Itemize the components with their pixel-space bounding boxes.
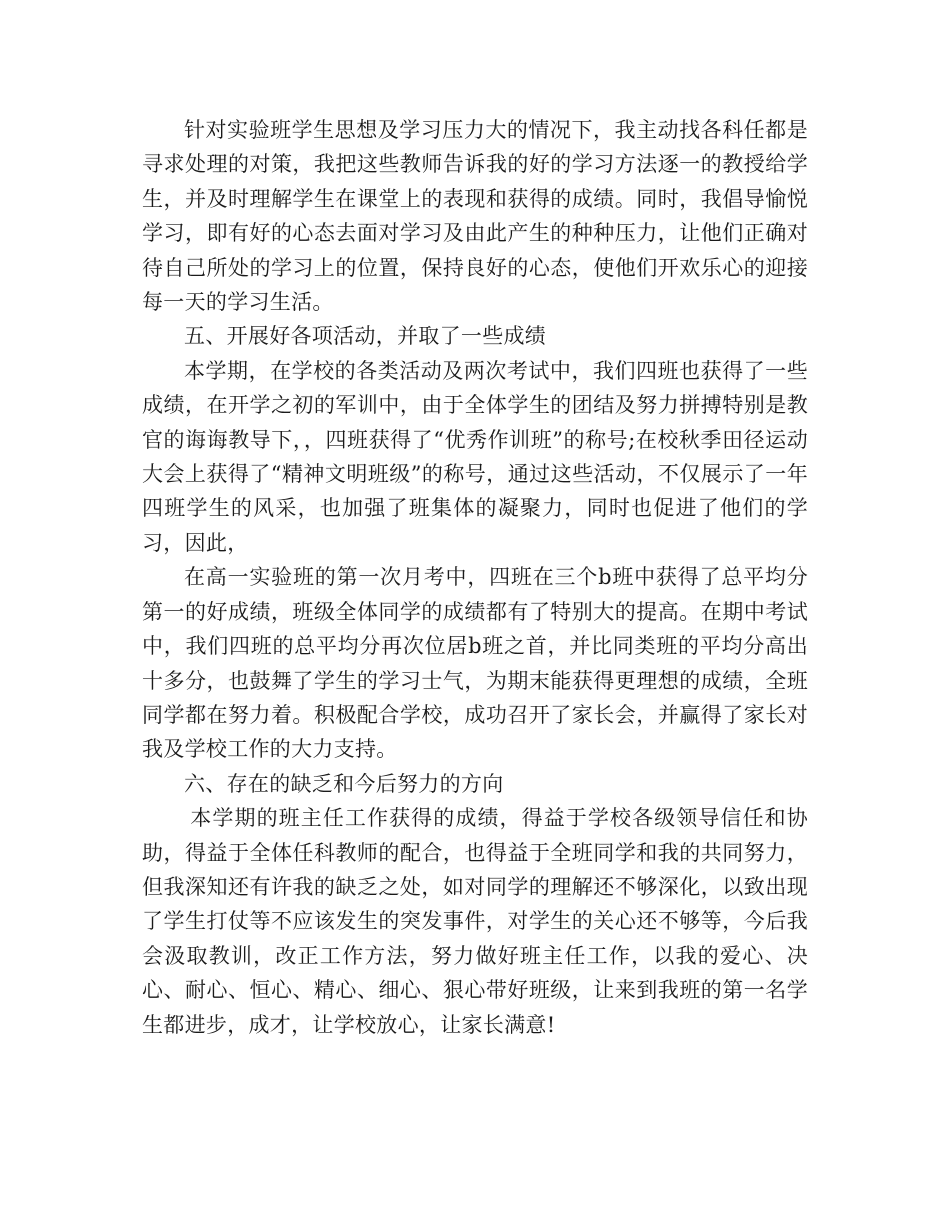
paragraph-activities: 本学期，在学校的各类活动及两次考试中，我们四班也获得了一些成绩，在开学之初的军训中，由于全体学生的团结及努力拼搏特别是教官的诲诲教导下，，四班获得了“优秀作训班”的称号;在校秋季田径运动大会上获得了“精神文明班级”的称号，通过这些活动，不仅展示了一年四班学生的风采，也加强了班集体的凝聚力，同时也促进了他们的学习，因此， bbox=[142, 358, 808, 555]
document-page bbox=[142, 113, 808, 1042]
section-heading-shortcomings: 六、存在的缺乏和今后努力的方向 bbox=[184, 771, 504, 796]
paragraph-shortcomings: 本学期的班主任工作获得的成绩，得益于学校各级领导信任和协助，得益于全体任科教师的配合，也得益于全班同学和我的共同努力，但我深知还有许我的缺乏之处，如对同学的理解还不够深化，以致出现了学生打仗等不应该发生的突发事件，对学生的关心还不够等，今后我会汲取教训，改正工作方法，努力做好班主任工作，以我的爱心、决心、耐心、恒心、精心、细心、狠心带好班级，让来到我班的第一名学生都进步，成才，让学校放心，让家长满意! bbox=[142, 806, 808, 1037]
section-heading-activities: 五、开展好各项活动，并取了一些成绩 bbox=[184, 324, 547, 349]
paragraph-study-pressure: 针对实验班学生思想及学习压力大的情况下，我主动找各科任都是寻求处理的对策，我把这些教师告诉我的好的学习方法逐一的教授给学生，并及时理解学生在课堂上的表现和获得的成绩。同时，我倡导愉悦学习，即有好的心态去面对学习及由此产生的种种压力，让他们正确对待自己所处的学习上的位置，保持良好的心态，使他们开欢乐心的迎接每一天的学习生活。 bbox=[142, 118, 808, 315]
paragraph-exam-results: 在高一实验班的第一次月考中，四班在三个b班中获得了总平均分第一的好成绩，班级全体同学的成绩都有了特别大的提高。在期中考试中，我们四班的总平均分再次位居b班之首，并比同类班的平均分高出十多分，也鼓舞了学生的学习士气，为期末能获得更理想的成绩，全班同学都在努力着。积极配合学校，成功召开了家长会，并赢得了家长对我及学校工作的大力支持。 bbox=[142, 565, 808, 762]
